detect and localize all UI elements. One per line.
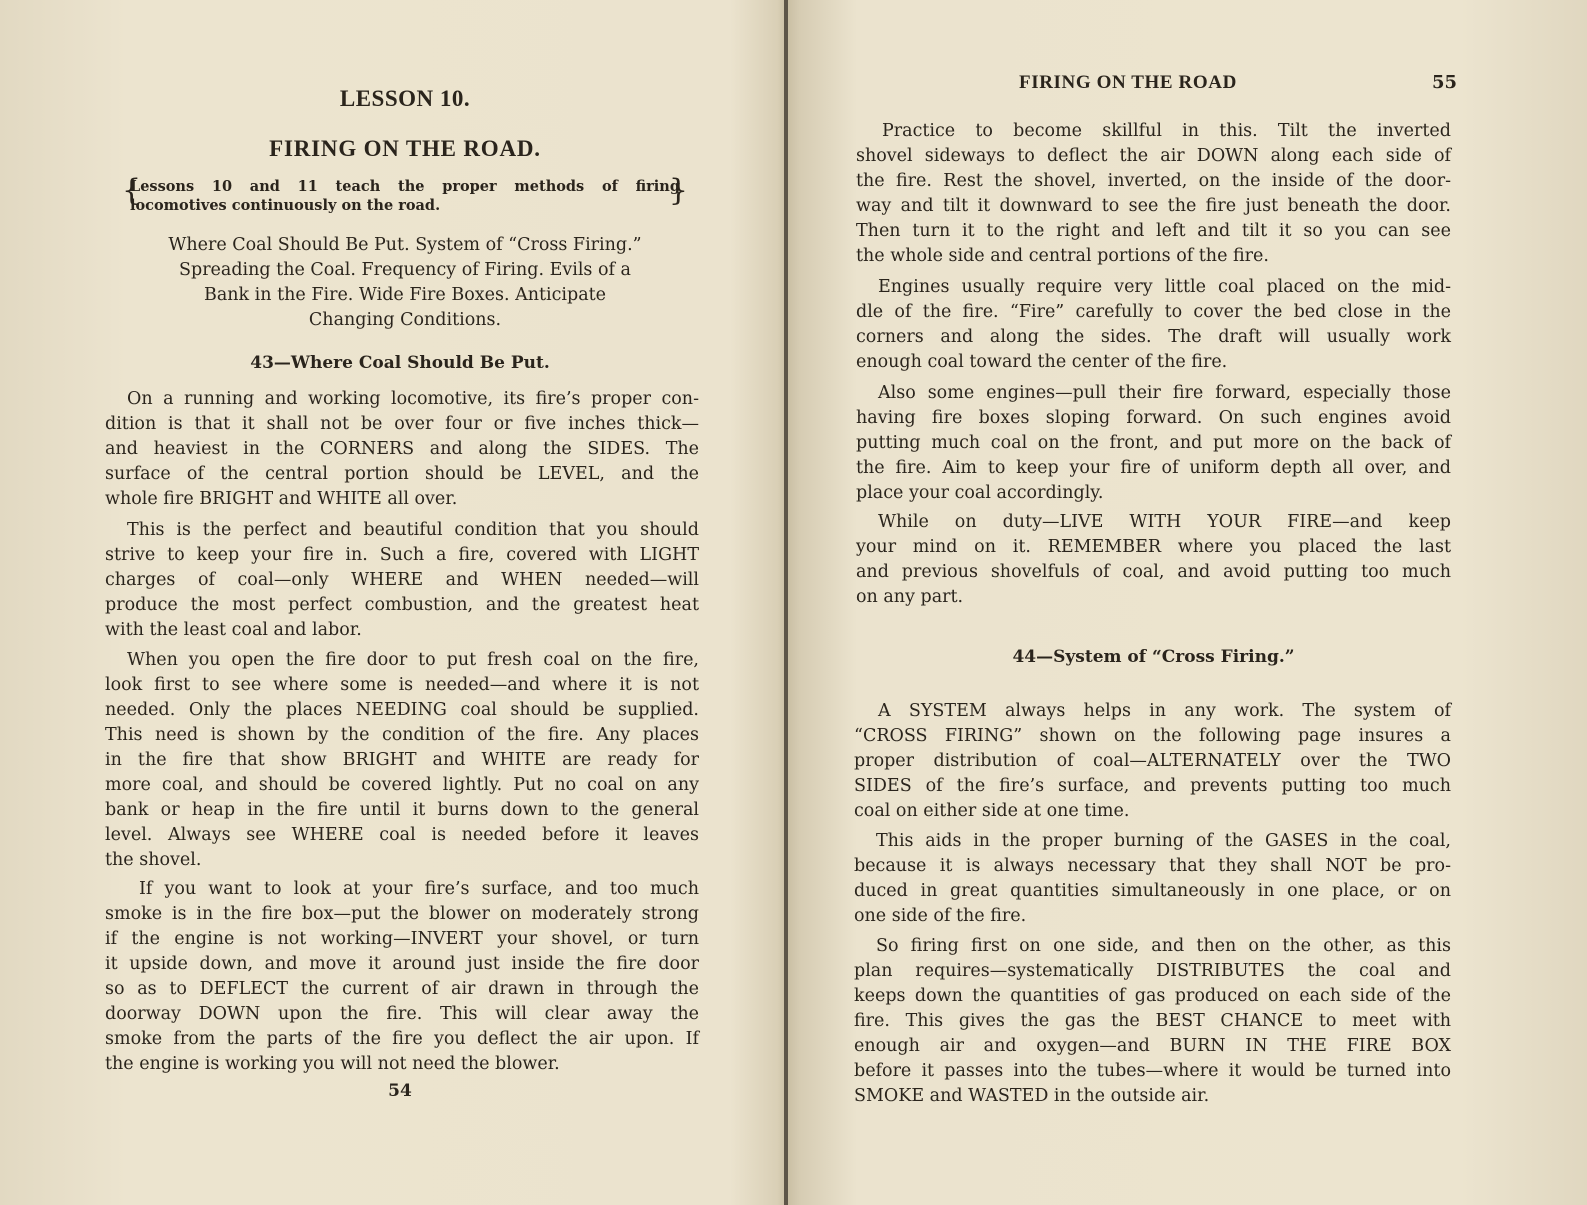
topics-line: Bank in the Fire. Wide Fire Boxes. Anticipate	[203, 285, 607, 305]
text-line: While on duty—LIVE WITH YOUR FIRE—and keep	[878, 512, 1451, 532]
text-line: level. Always see WHERE coal is needed before it leaves	[105, 825, 699, 845]
text-line: surface of the central portion should be LEVEL, and the	[105, 464, 699, 484]
text-line: so as to DEFLECT the current of air drawn in through the	[105, 979, 699, 999]
section-heading: 44—System of “Cross Firing.”	[1012, 647, 1295, 667]
left-brace-icon: {	[122, 173, 142, 208]
text-line: on any part.	[856, 587, 964, 607]
lesson-intro	[122, 173, 688, 215]
paragraph	[105, 518, 699, 643]
text-line: This need is shown by the condition of the fire. Any places	[105, 725, 699, 745]
text-line: dition is that it shall not be over four or five inches thick—	[105, 414, 699, 434]
left-page	[105, 0, 705, 1205]
text-line: whole fire BRIGHT and WHITE all over.	[105, 489, 458, 509]
right-page	[854, 0, 1461, 1205]
text-line: “CROSS FIRING” shown on the following page insures a	[854, 726, 1451, 746]
text-line: When you open the fire door to put fresh coal on the fire,	[127, 650, 699, 670]
text-line: plan requires—systematically DISTRIBUTES the coal and	[854, 961, 1451, 981]
text-line: more coal, and should be covered lightly. Put no coal on any	[105, 775, 699, 795]
text-line: if the engine is not working—INVERT your shovel, or turn	[105, 929, 699, 949]
lesson-topics	[105, 233, 705, 333]
page-number: 55	[1432, 72, 1458, 93]
topics-line: Changing Conditions.	[308, 310, 502, 330]
text-line: one side of the fire.	[854, 906, 1027, 926]
paragraph	[854, 934, 1451, 1109]
text-line: smoke is in the fire box—put the blower on moderately strong	[105, 904, 699, 924]
text-line: SMOKE and WASTED in the outside air.	[854, 1086, 1210, 1106]
text-line: the whole side and central portions of the fire.	[856, 246, 1269, 266]
paragraph	[856, 119, 1451, 269]
text-line: charges of coal—only WHERE and WHEN needed—will	[105, 570, 699, 590]
text-line: the shovel.	[105, 850, 202, 870]
paragraph	[854, 699, 1451, 824]
text-line: place your coal accordingly.	[856, 483, 1104, 503]
text-line: produce the most perfect combustion, and the greatest heat	[105, 595, 699, 615]
text-line: look first to see where some is needed—and where it is not	[105, 675, 699, 695]
text-line: bank or heap in the fire until it burns down to the general	[105, 800, 699, 820]
text-line: way and tilt it downward to see the fire just beneath the door.	[856, 196, 1451, 216]
text-line: A SYSTEM always helps in any work. The system of	[878, 701, 1451, 721]
lesson-number: LESSON 10.	[339, 86, 471, 111]
paragraph	[856, 510, 1451, 610]
text-line: having fire boxes sloping forward. On such engines avoid	[856, 408, 1451, 428]
text-line: coal on either side at one time.	[854, 801, 1130, 821]
right-brace-icon: }	[668, 173, 688, 208]
paragraph	[105, 387, 699, 512]
text-line: shovel sideways to deflect the air DOWN along each side of	[856, 146, 1451, 166]
text-line: fire. This gives the gas the BEST CHANCE to meet with	[854, 1011, 1451, 1031]
text-line: doorway DOWN upon the fire. This will clear away the	[105, 1004, 699, 1024]
text-line: keeps down the quantities of gas produced on each side of the	[854, 986, 1451, 1006]
intro-line: locomotives continuously on the road.	[130, 197, 441, 214]
text-line: Engines usually require very little coal placed on the mid-	[878, 277, 1451, 297]
text-line: in the fire that show BRIGHT and WHITE are ready for	[105, 750, 699, 770]
text-line: and previous shovelfuls of coal, and avoid putting too much	[856, 562, 1451, 582]
paragraph	[856, 381, 1451, 506]
running-head: FIRING ON THE ROAD	[1019, 72, 1237, 93]
text-line: your mind on it. REMEMBER where you placed the last	[856, 537, 1451, 557]
book-gutter	[784, 0, 788, 1205]
text-line: Also some engines—pull their fire forward, especially those	[878, 383, 1451, 403]
text-line: needed. Only the places NEEDING coal should be supplied.	[105, 700, 699, 720]
text-line: Then turn it to the right and left and tilt it so you can see	[856, 221, 1451, 241]
text-line: On a running and working locomotive, its fire’s proper con-	[127, 389, 699, 409]
topics-line: Where Coal Should Be Put. System of “Cross Firing.”	[168, 235, 642, 255]
text-line: proper distribution of coal—ALTERNATELY over the TWO	[854, 751, 1451, 771]
text-line: SIDES of the fire’s surface, and prevents putting too much	[854, 776, 1451, 796]
paragraph	[105, 877, 699, 1077]
text-line: enough coal toward the center of the fire.	[856, 352, 1228, 372]
text-line: Practice to become skillful in this. Tilt the inverted	[882, 121, 1451, 141]
intro-line: Lessons 10 and 11 teach the proper methods of firing	[130, 178, 680, 195]
section-heading: 43—Where Coal Should Be Put.	[250, 353, 550, 373]
text-line: because it is always necessary that they shall NOT be pro-	[854, 856, 1451, 876]
text-line: before it passes into the tubes—where it would be turned into	[854, 1061, 1451, 1081]
text-line: putting much coal on the front, and put more on the back of	[856, 433, 1451, 453]
text-line: with the least coal and labor.	[105, 620, 362, 640]
text-line: corners and along the sides. The draft will usually work	[856, 327, 1451, 347]
text-line: the fire. Aim to keep your fire of uniform depth all over, and	[856, 458, 1451, 478]
text-line: duced in great quantities simultaneously in one place, or on	[854, 881, 1451, 901]
paragraph	[856, 275, 1451, 375]
text-line: and heaviest in the CORNERS and along the SIDES. The	[105, 439, 699, 459]
text-line: So firing first on one side, and then on the other, as this	[876, 936, 1451, 956]
text-line: enough air and oxygen—and BURN IN THE FIRE BOX	[854, 1036, 1451, 1056]
text-line: This is the perfect and beautiful condition that you should	[127, 520, 699, 540]
text-line: strive to keep your fire in. Such a fire, covered with LIGHT	[105, 545, 699, 565]
text-line: the engine is working you will not need the blower.	[105, 1054, 560, 1074]
text-line: the fire. Rest the shovel, inverted, on the inside of the door-	[856, 171, 1451, 191]
paragraph	[854, 829, 1451, 929]
chapter-title: FIRING ON THE ROAD.	[269, 136, 541, 161]
text-line: dle of the fire. “Fire” carefully to cover the bed close in the	[856, 302, 1451, 322]
text-line: If you want to look at your fire’s surface, and too much	[139, 879, 699, 899]
text-line: This aids in the proper burning of the GASES in the coal,	[876, 831, 1451, 851]
text-line: it upside down, and move it around just inside the fire door	[105, 954, 699, 974]
text-line: smoke from the parts of the fire you deflect the air upon. If	[105, 1029, 699, 1049]
page-number: 54	[388, 1081, 412, 1101]
paragraph	[105, 648, 699, 873]
topics-line: Spreading the Coal. Frequency of Firing. Evils of a	[179, 260, 631, 280]
